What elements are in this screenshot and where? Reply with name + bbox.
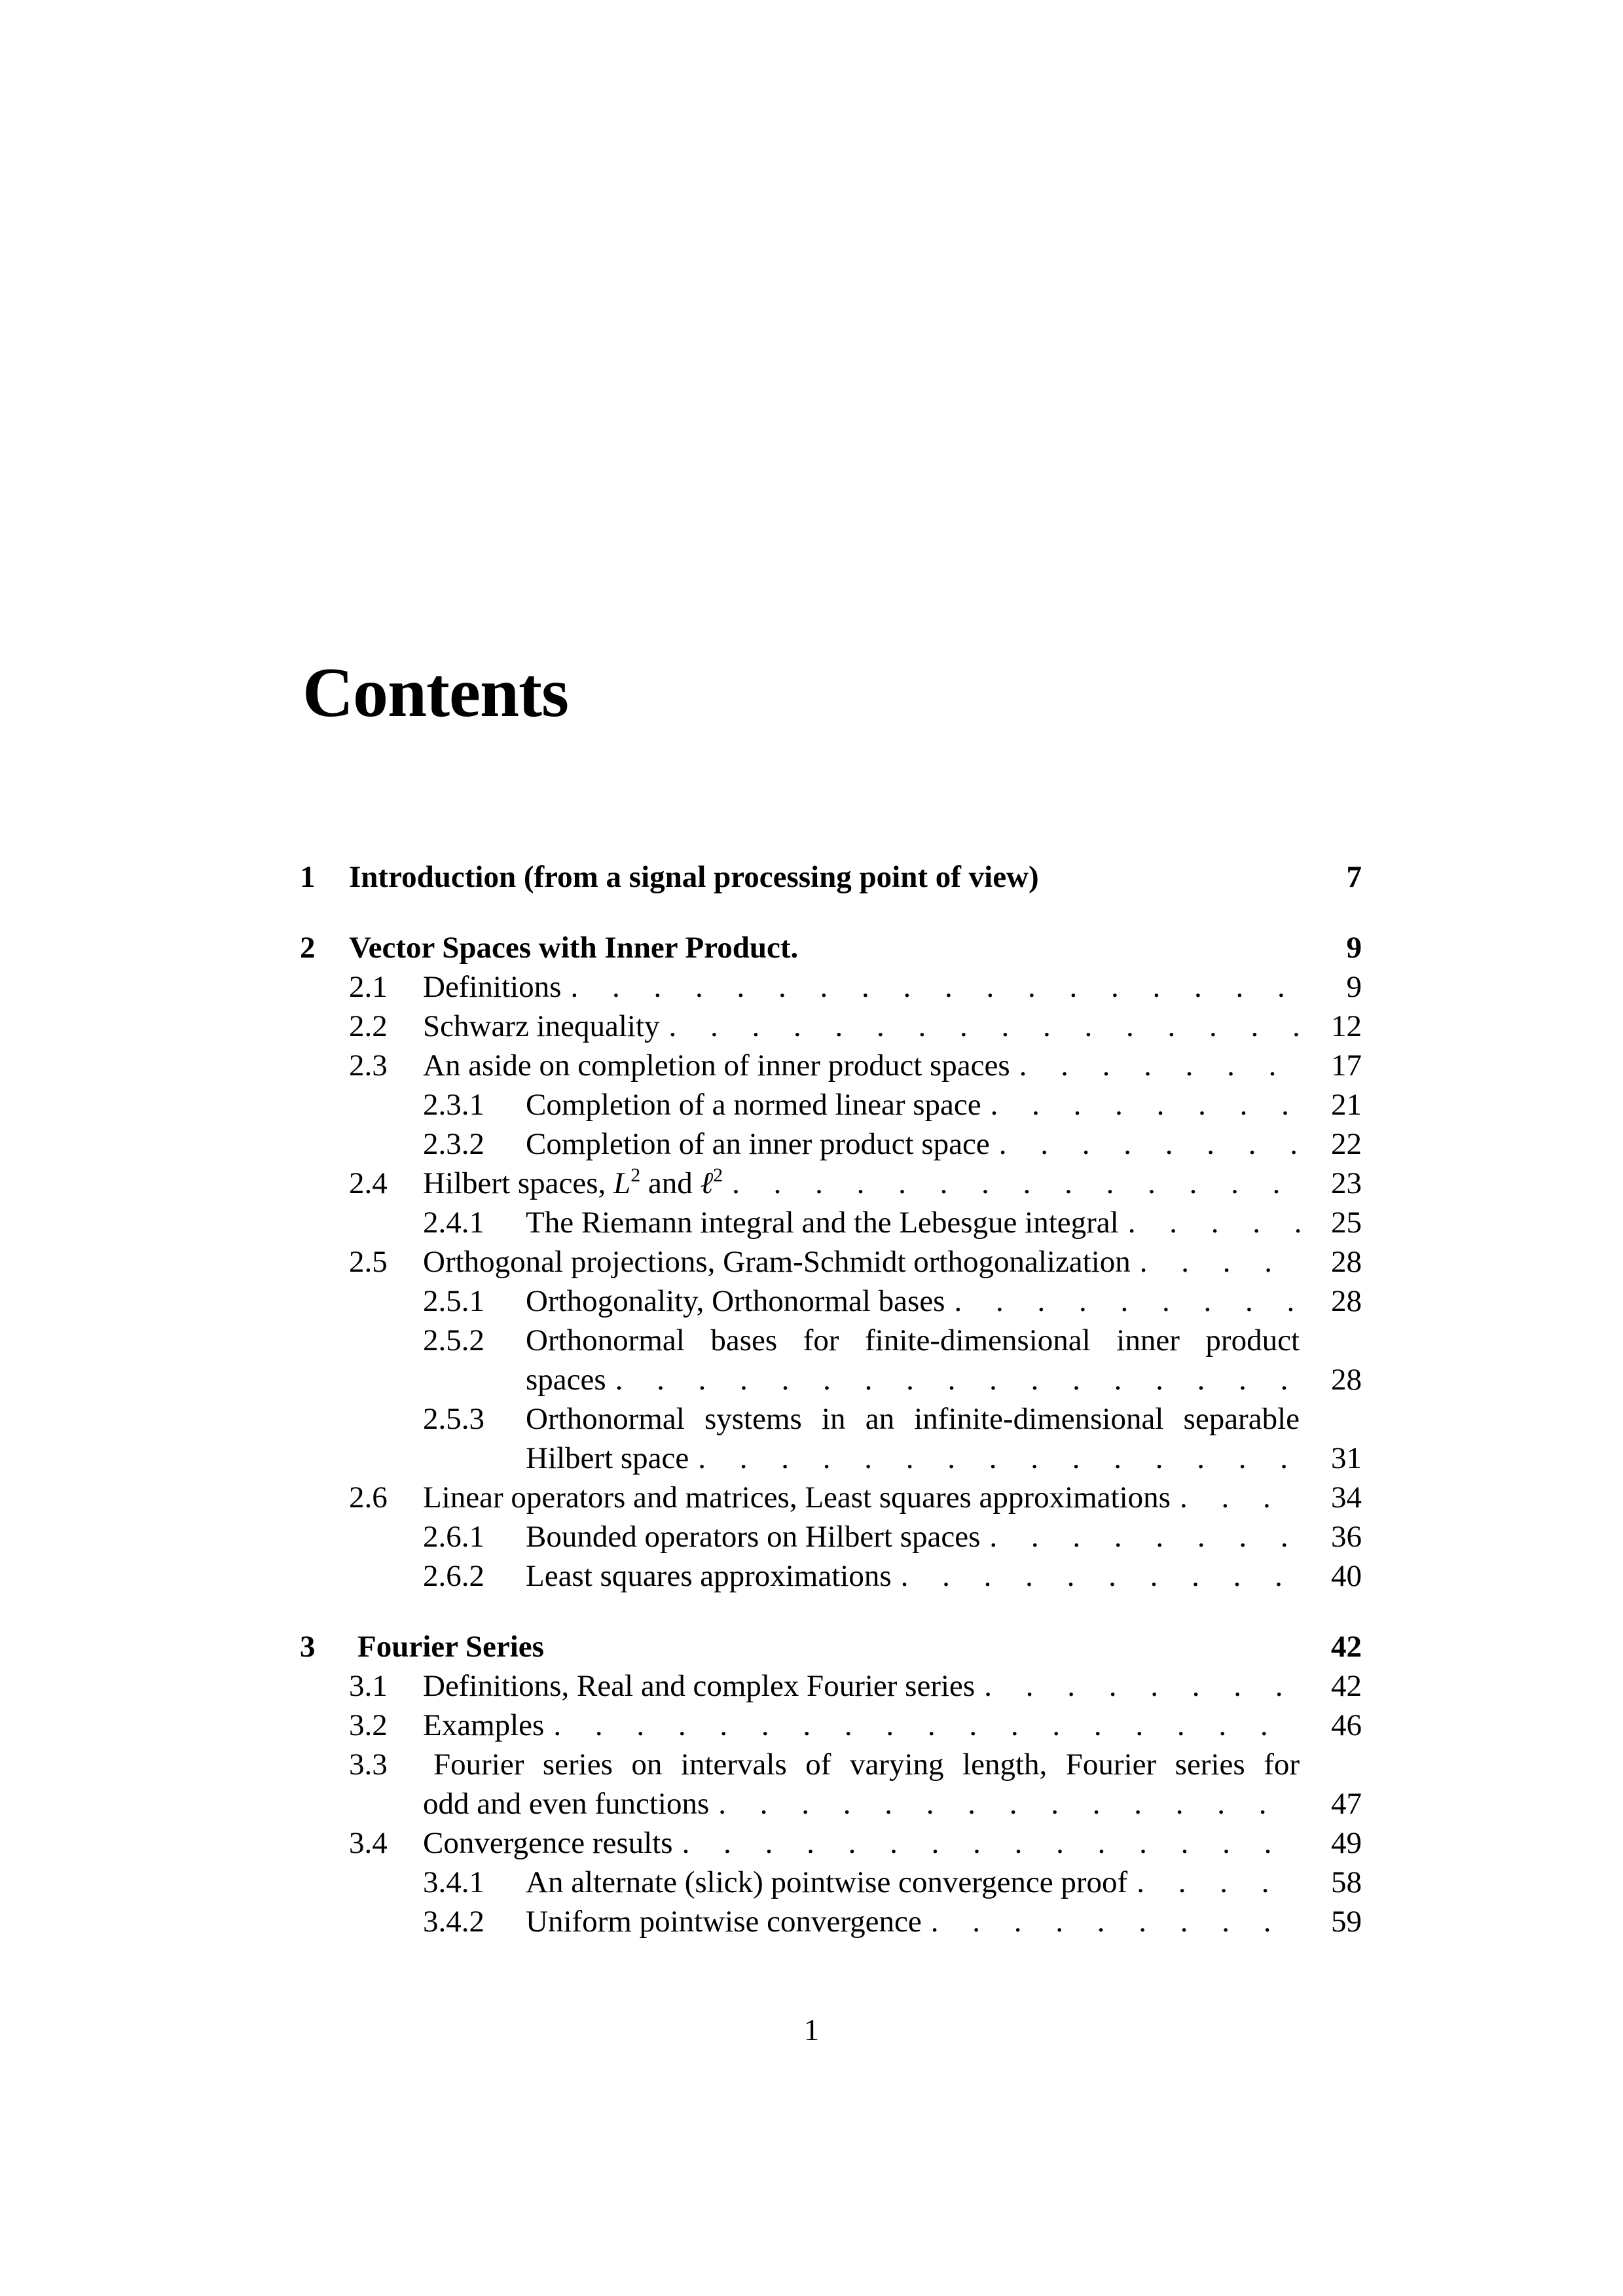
toc-title: An alternate (slick) pointwise convergence proof (526, 1865, 1128, 1899)
l2-space-symbol: L (613, 1166, 631, 1200)
toc-page: 25 (1331, 1206, 1362, 1240)
toc-page: 7 (1346, 860, 1362, 894)
toc-title: Vector Spaces with Inner Product. (349, 931, 799, 965)
toc-page: 49 (1331, 1826, 1362, 1860)
toc-number: 2.5.1 (423, 1284, 484, 1318)
toc-leader-dots (606, 1360, 1300, 1399)
toc-title: Examples (423, 1708, 545, 1742)
toc-page: 9 (1346, 970, 1362, 1004)
toc-page: 42 (1331, 1669, 1362, 1703)
toc-page: 42 (1331, 1630, 1362, 1664)
toc-page: 28 (1331, 1284, 1362, 1318)
toc-number: 3.4.2 (423, 1905, 484, 1939)
toc-subsection-2-5-2[interactable] (300, 1321, 1362, 1360)
toc-leader-dots (922, 1902, 1300, 1941)
toc-number: 3 (300, 1630, 316, 1664)
toc-subsection-2-3-1[interactable] (300, 1085, 1362, 1124)
toc-leader-dots (709, 1784, 1300, 1823)
toc-leader-dots (689, 1439, 1300, 1478)
toc-section-3-4[interactable] (300, 1823, 1362, 1863)
toc-title: Definitions, Real and complex Fourier series (423, 1669, 976, 1703)
toc-number: 3.4.1 (423, 1865, 484, 1899)
toc-page: 17 (1331, 1049, 1362, 1083)
toc-title: Hilbert spaces, $L^2$ and ℓ$^2$ (423, 1164, 723, 1200)
toc-section-2-6[interactable] (300, 1478, 1362, 1517)
toc-page: 58 (1331, 1865, 1362, 1899)
toc-leader-dots (980, 1517, 1300, 1556)
page-title: Contents (302, 654, 569, 732)
toc-number: 3.2 (349, 1708, 388, 1742)
toc-leader-dots (723, 1164, 1300, 1203)
toc-number: 3.3 (349, 1748, 388, 1782)
page-number: 1 (803, 2013, 820, 2047)
toc-chapter-2[interactable] (300, 928, 1362, 967)
toc-page: 36 (1331, 1520, 1362, 1554)
toc-leader-dots (1119, 1203, 1300, 1242)
toc-title: Bounded operators on Hilbert spaces (526, 1520, 981, 1554)
toc-section-3-3[interactable] (300, 1745, 1362, 1784)
ell2-space-symbol: ℓ (700, 1166, 714, 1200)
toc-subsection-2-5-3[interactable] (300, 1399, 1362, 1439)
toc-section-2-4[interactable] (300, 1164, 1362, 1203)
toc-number: 3.1 (349, 1669, 388, 1703)
toc-leader-dots (561, 967, 1300, 1007)
toc-page: 31 (1331, 1441, 1362, 1475)
toc-number: 3.4 (349, 1826, 388, 1860)
toc-title: Orthonormal systems in an infinite-dimensional separable (526, 1402, 1300, 1436)
toc-subsection-2-6-2[interactable] (300, 1556, 1362, 1596)
toc-leader-dots (981, 1085, 1300, 1124)
toc-chapter-1[interactable] (300, 857, 1362, 897)
toc-number: 2.4.1 (423, 1206, 484, 1240)
toc-page: 46 (1331, 1708, 1362, 1742)
toc-subsection-3-4-1[interactable] (300, 1863, 1362, 1902)
toc-title: Fourier Series (357, 1630, 544, 1664)
toc-subsection-2-6-1[interactable] (300, 1517, 1362, 1556)
toc-title-continued: spaces (526, 1363, 606, 1397)
toc-leader-dots (990, 1124, 1300, 1164)
toc-number: 2.3 (349, 1049, 388, 1083)
toc-leader-dots (1127, 1863, 1300, 1902)
toc-number: 2.6.2 (423, 1559, 484, 1593)
toc-number: 2.5.3 (423, 1402, 484, 1436)
toc-page: 28 (1331, 1363, 1362, 1397)
toc-title: Orthonormal bases for finite-dimensional inner product (526, 1323, 1300, 1357)
toc-leader-dots (1131, 1242, 1300, 1282)
toc-title: Least squares approximations (526, 1559, 892, 1593)
toc-page: 59 (1331, 1905, 1362, 1939)
toc-number: 2.3.1 (423, 1088, 484, 1122)
toc-leader-dots (1010, 1046, 1300, 1085)
toc-title-continued: Hilbert space (526, 1441, 689, 1475)
toc-title: An aside on completion of inner product spaces (423, 1049, 1010, 1083)
toc-leader-dots (660, 1007, 1300, 1046)
toc-number: 2.5 (349, 1245, 388, 1279)
toc-section-2-5[interactable] (300, 1242, 1362, 1282)
toc-number: 2.2 (349, 1009, 388, 1043)
toc-number: 2 (300, 931, 316, 965)
toc-page: 21 (1331, 1088, 1362, 1122)
toc-leader-dots (945, 1282, 1300, 1321)
toc-title: Orthogonal projections, Gram-Schmidt orthogonalization (423, 1245, 1131, 1279)
toc-page: 40 (1331, 1559, 1362, 1593)
toc-leader-dots (975, 1666, 1300, 1706)
toc-title: Completion of a normed linear space (526, 1088, 981, 1122)
toc-section-3-3-continued[interactable] (300, 1784, 1362, 1823)
toc-title: Linear operators and matrices, Least squares approximations (423, 1480, 1171, 1515)
toc-page: 28 (1331, 1245, 1362, 1279)
toc-number: 2.1 (349, 970, 388, 1004)
toc-section-3-1[interactable] (300, 1666, 1362, 1706)
toc-section-3-2[interactable] (300, 1706, 1362, 1745)
toc-page: 12 (1331, 1009, 1362, 1043)
toc-title: The Riemann integral and the Lebesgue integral (526, 1206, 1119, 1240)
toc-subsection-2-3-2[interactable] (300, 1124, 1362, 1164)
toc-title: Fourier series on intervals of varying length, Fourier series for (433, 1748, 1300, 1782)
toc-subsection-3-4-2[interactable] (300, 1902, 1362, 1941)
toc-number: 2.6.1 (423, 1520, 484, 1554)
toc-leader-dots (1171, 1478, 1300, 1517)
toc-number: 2.3.2 (423, 1127, 484, 1161)
toc-page: 23 (1331, 1166, 1362, 1200)
toc-title: Uniform pointwise convergence (526, 1905, 922, 1939)
toc-subsection-2-4-1[interactable] (300, 1203, 1362, 1242)
toc-number: 2.6 (349, 1480, 388, 1515)
toc-number: 2.4 (349, 1166, 388, 1200)
toc-subsection-2-5-3-continued[interactable] (300, 1439, 1362, 1478)
toc-section-2-3[interactable] (300, 1046, 1362, 1085)
table-of-contents (300, 857, 1362, 1941)
toc-leader-dots (892, 1556, 1300, 1596)
toc-title: Convergence results (423, 1826, 673, 1860)
toc-leader-dots (544, 1706, 1300, 1745)
toc-leader-dots (673, 1823, 1300, 1863)
toc-title: Schwarz inequality (423, 1009, 660, 1043)
toc-section-2-2[interactable] (300, 1007, 1362, 1046)
toc-title: Completion of an inner product space (526, 1127, 990, 1161)
toc-title: Introduction (from a signal processing point of view) (349, 860, 1039, 894)
toc-title: Definitions (423, 970, 562, 1004)
toc-title: Orthogonality, Orthonormal bases (526, 1284, 945, 1318)
toc-page: 34 (1331, 1480, 1362, 1515)
toc-section-2-1[interactable] (300, 967, 1362, 1007)
toc-subsection-2-5-2-continued[interactable] (300, 1360, 1362, 1399)
toc-page: 9 (1346, 931, 1362, 965)
toc-number: 2.5.2 (423, 1323, 484, 1357)
toc-chapter-3[interactable] (300, 1627, 1362, 1666)
toc-page: 47 (1331, 1787, 1362, 1821)
toc-subsection-2-5-1[interactable] (300, 1282, 1362, 1321)
toc-title-continued: odd and even functions (423, 1787, 710, 1821)
toc-number: 1 (300, 860, 316, 894)
toc-page: 22 (1331, 1127, 1362, 1161)
